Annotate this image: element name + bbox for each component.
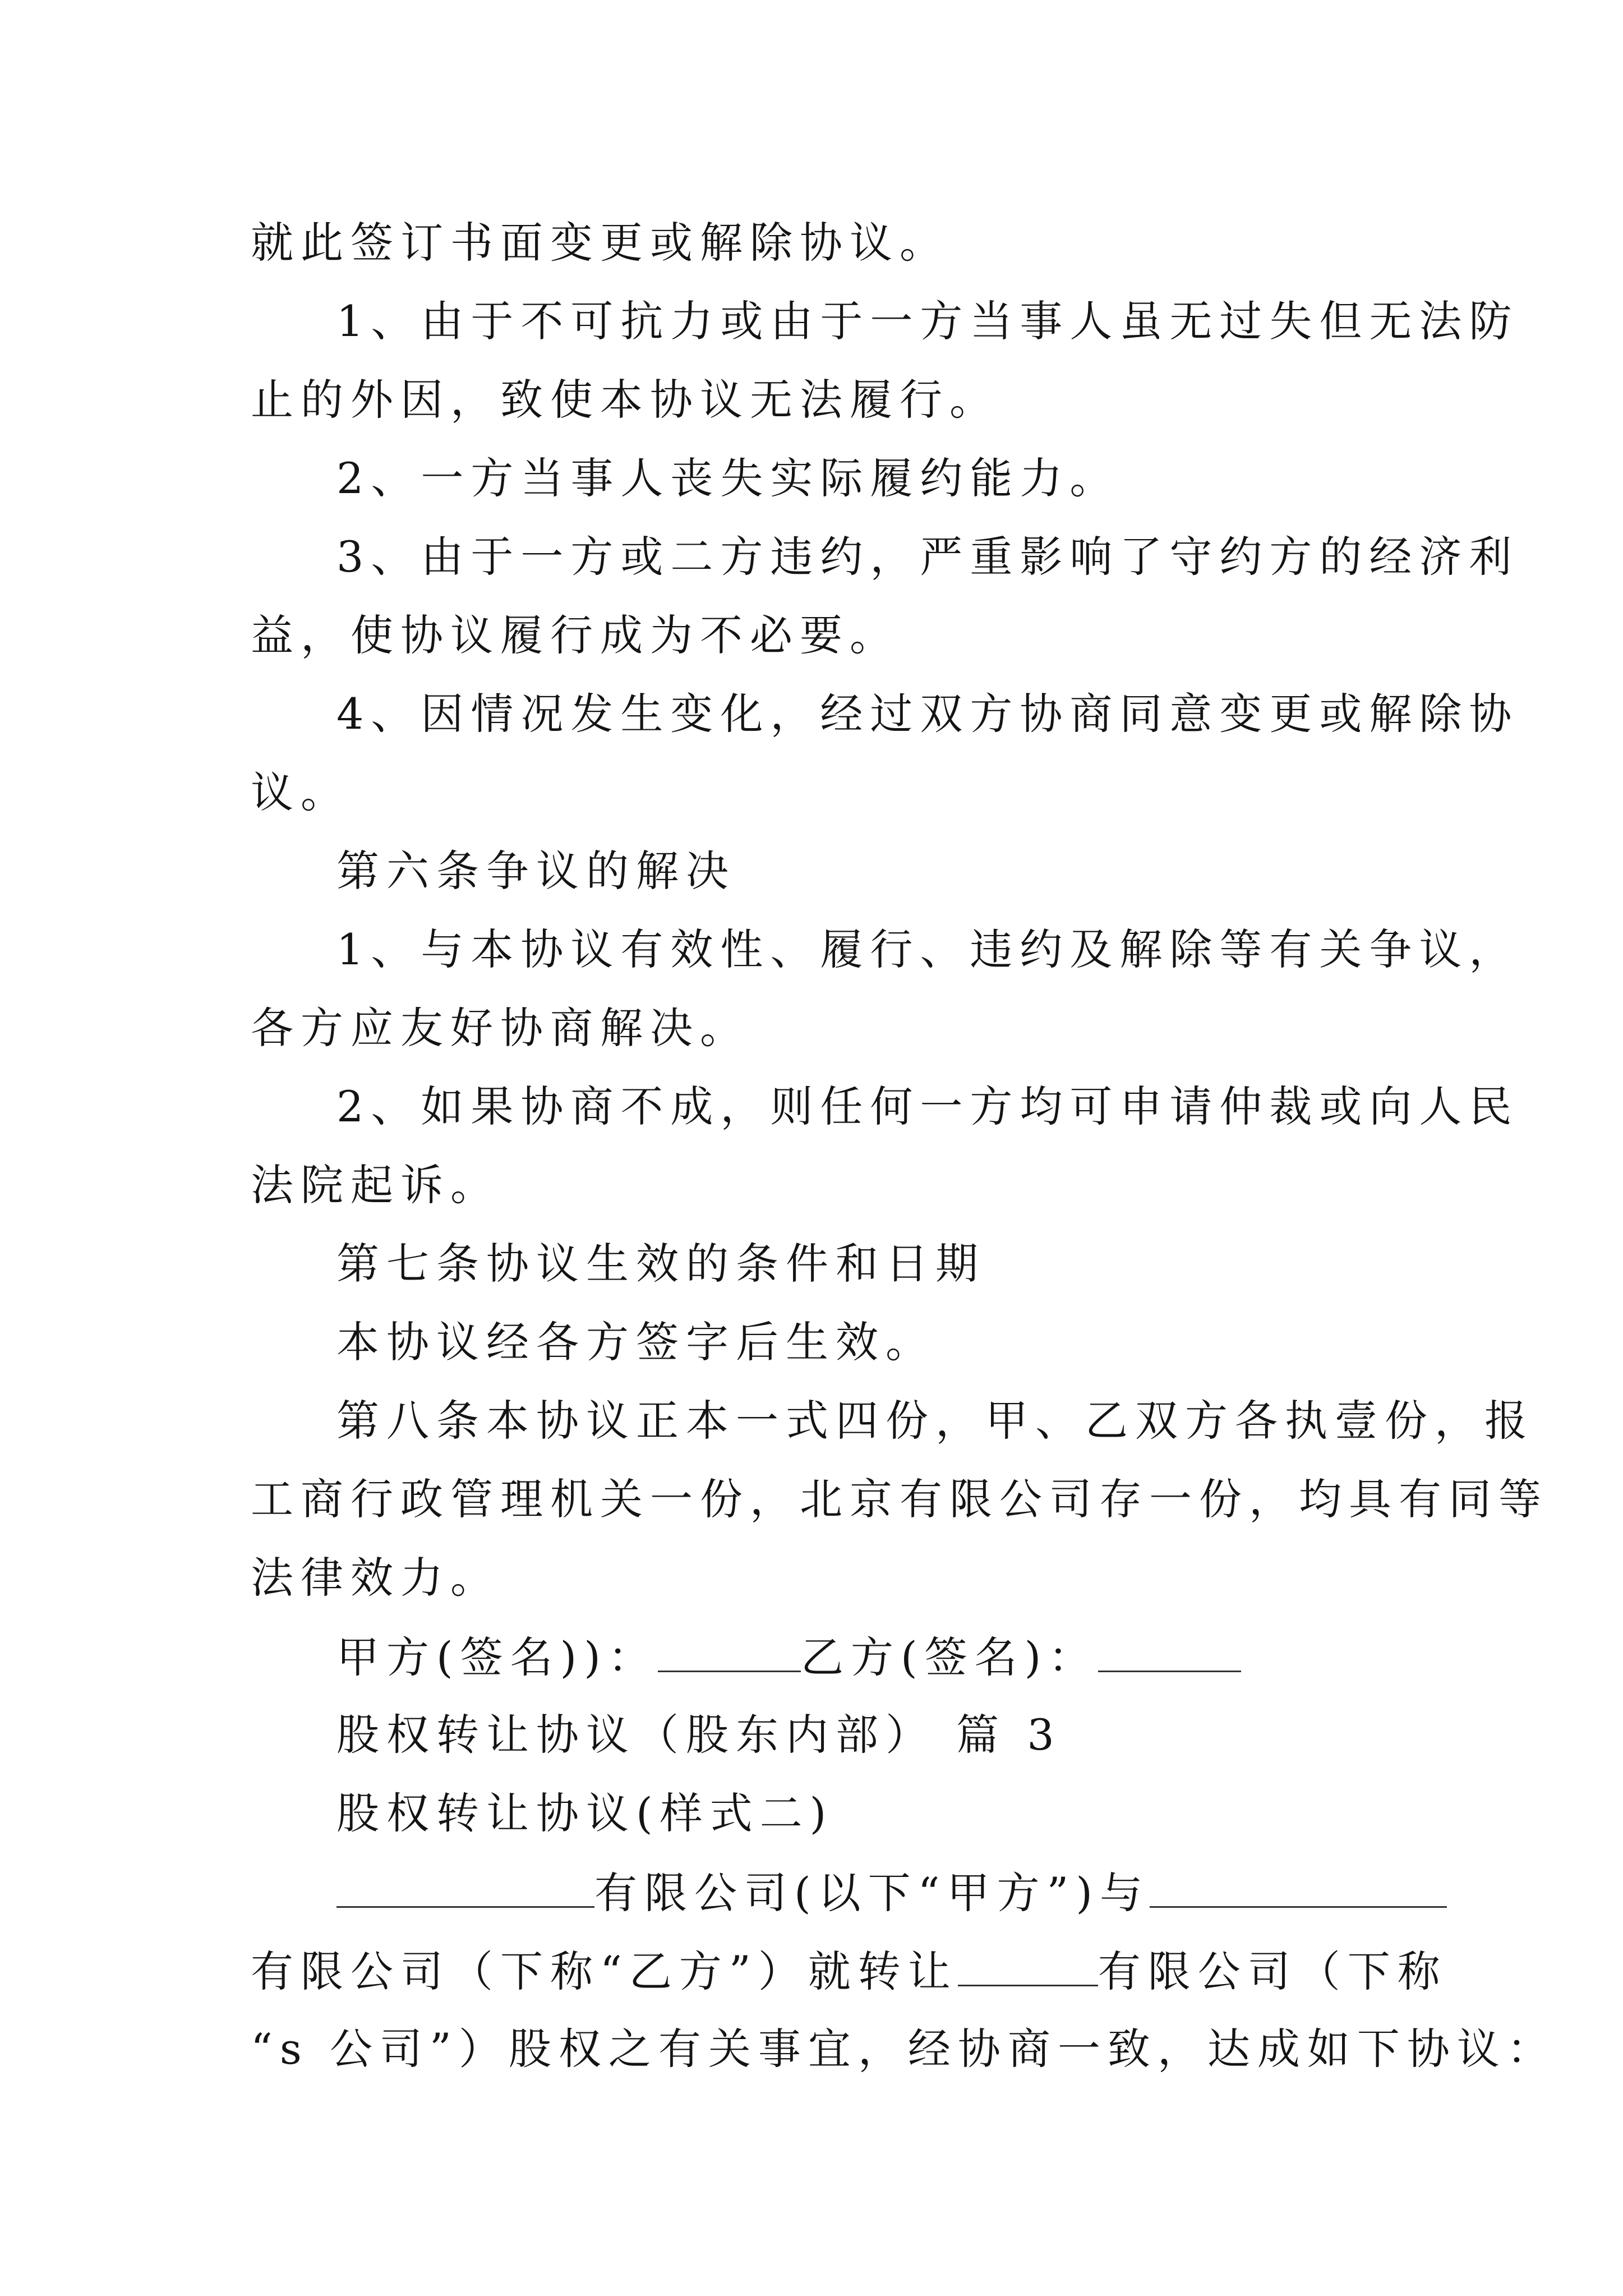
text-line: 2、如果协商不成，则任何一方均可申请仲裁或向人民	[336, 1082, 1519, 1131]
company-b-blank	[1150, 1861, 1447, 1908]
text-line: 法院起诉。	[251, 1160, 500, 1210]
company-a-blank	[336, 1861, 594, 1908]
intro-text: 有限公司（下称“乙方”）就转让	[251, 1947, 958, 1996]
intro-text: 有限公司（下称	[1098, 1947, 1447, 1996]
subtitle: 股权转让协议(样式二)	[336, 1788, 834, 1838]
text-line: 3、由于一方或二方违约，严重影响了守约方的经济利	[336, 532, 1519, 582]
intro-line-3: “s 公司”）股权之有关事宜，经协商一致，达成如下协议：	[251, 2024, 1557, 2074]
party-a-signature-blank	[658, 1626, 801, 1672]
intro-line-1	[336, 1861, 1447, 1923]
text-line: 2、一方当事人丧失实际履约能力。	[336, 453, 1120, 503]
article-heading: 第六条争议的解决	[336, 846, 736, 896]
intro-text: 有限公司(以下“甲方”)与	[594, 1868, 1150, 1918]
target-company-blank	[958, 1940, 1098, 1986]
text-line: 工商行政管理机关一份，北京有限公司存一份，均具有同等	[251, 1474, 1548, 1524]
text-line: 本协议经各方签字后生效。	[336, 1317, 935, 1367]
text-line: 1、与本协议有效性、履行、违约及解除等有关争议，	[336, 924, 1519, 974]
text-line: 第八条本协议正本一式四份，甲、乙双方各执壹份，报	[336, 1396, 1534, 1446]
party-a-label: 甲方(签名))：	[336, 1632, 658, 1682]
section-title: 股权转让协议（股东内部） 篇 3	[336, 1710, 1062, 1760]
party-b-label: 乙方(签名)：	[800, 1632, 1099, 1682]
text-line: 议。	[251, 767, 351, 817]
text-line: 4、因情况发生变化，经过双方协商同意变更或解除协	[336, 689, 1519, 739]
text-line: 1、由于不可抗力或由于一方当事人虽无过失但无法防	[336, 296, 1519, 346]
text-line: 止的外因，致使本协议无法履行。	[251, 375, 999, 425]
text-line: 各方应友好协商解决。	[251, 1003, 750, 1053]
text-line: 法律效力。	[251, 1553, 500, 1603]
signature-line	[336, 1626, 1241, 1687]
text-line: 益，使协议履行成为不必要。	[251, 610, 900, 660]
intro-line-2	[251, 1940, 1447, 2001]
party-b-signature-blank	[1098, 1626, 1241, 1672]
text-line: 就此签订书面变更或解除协议。	[251, 218, 949, 268]
article-heading: 第七条协议生效的条件和日期	[336, 1239, 985, 1289]
